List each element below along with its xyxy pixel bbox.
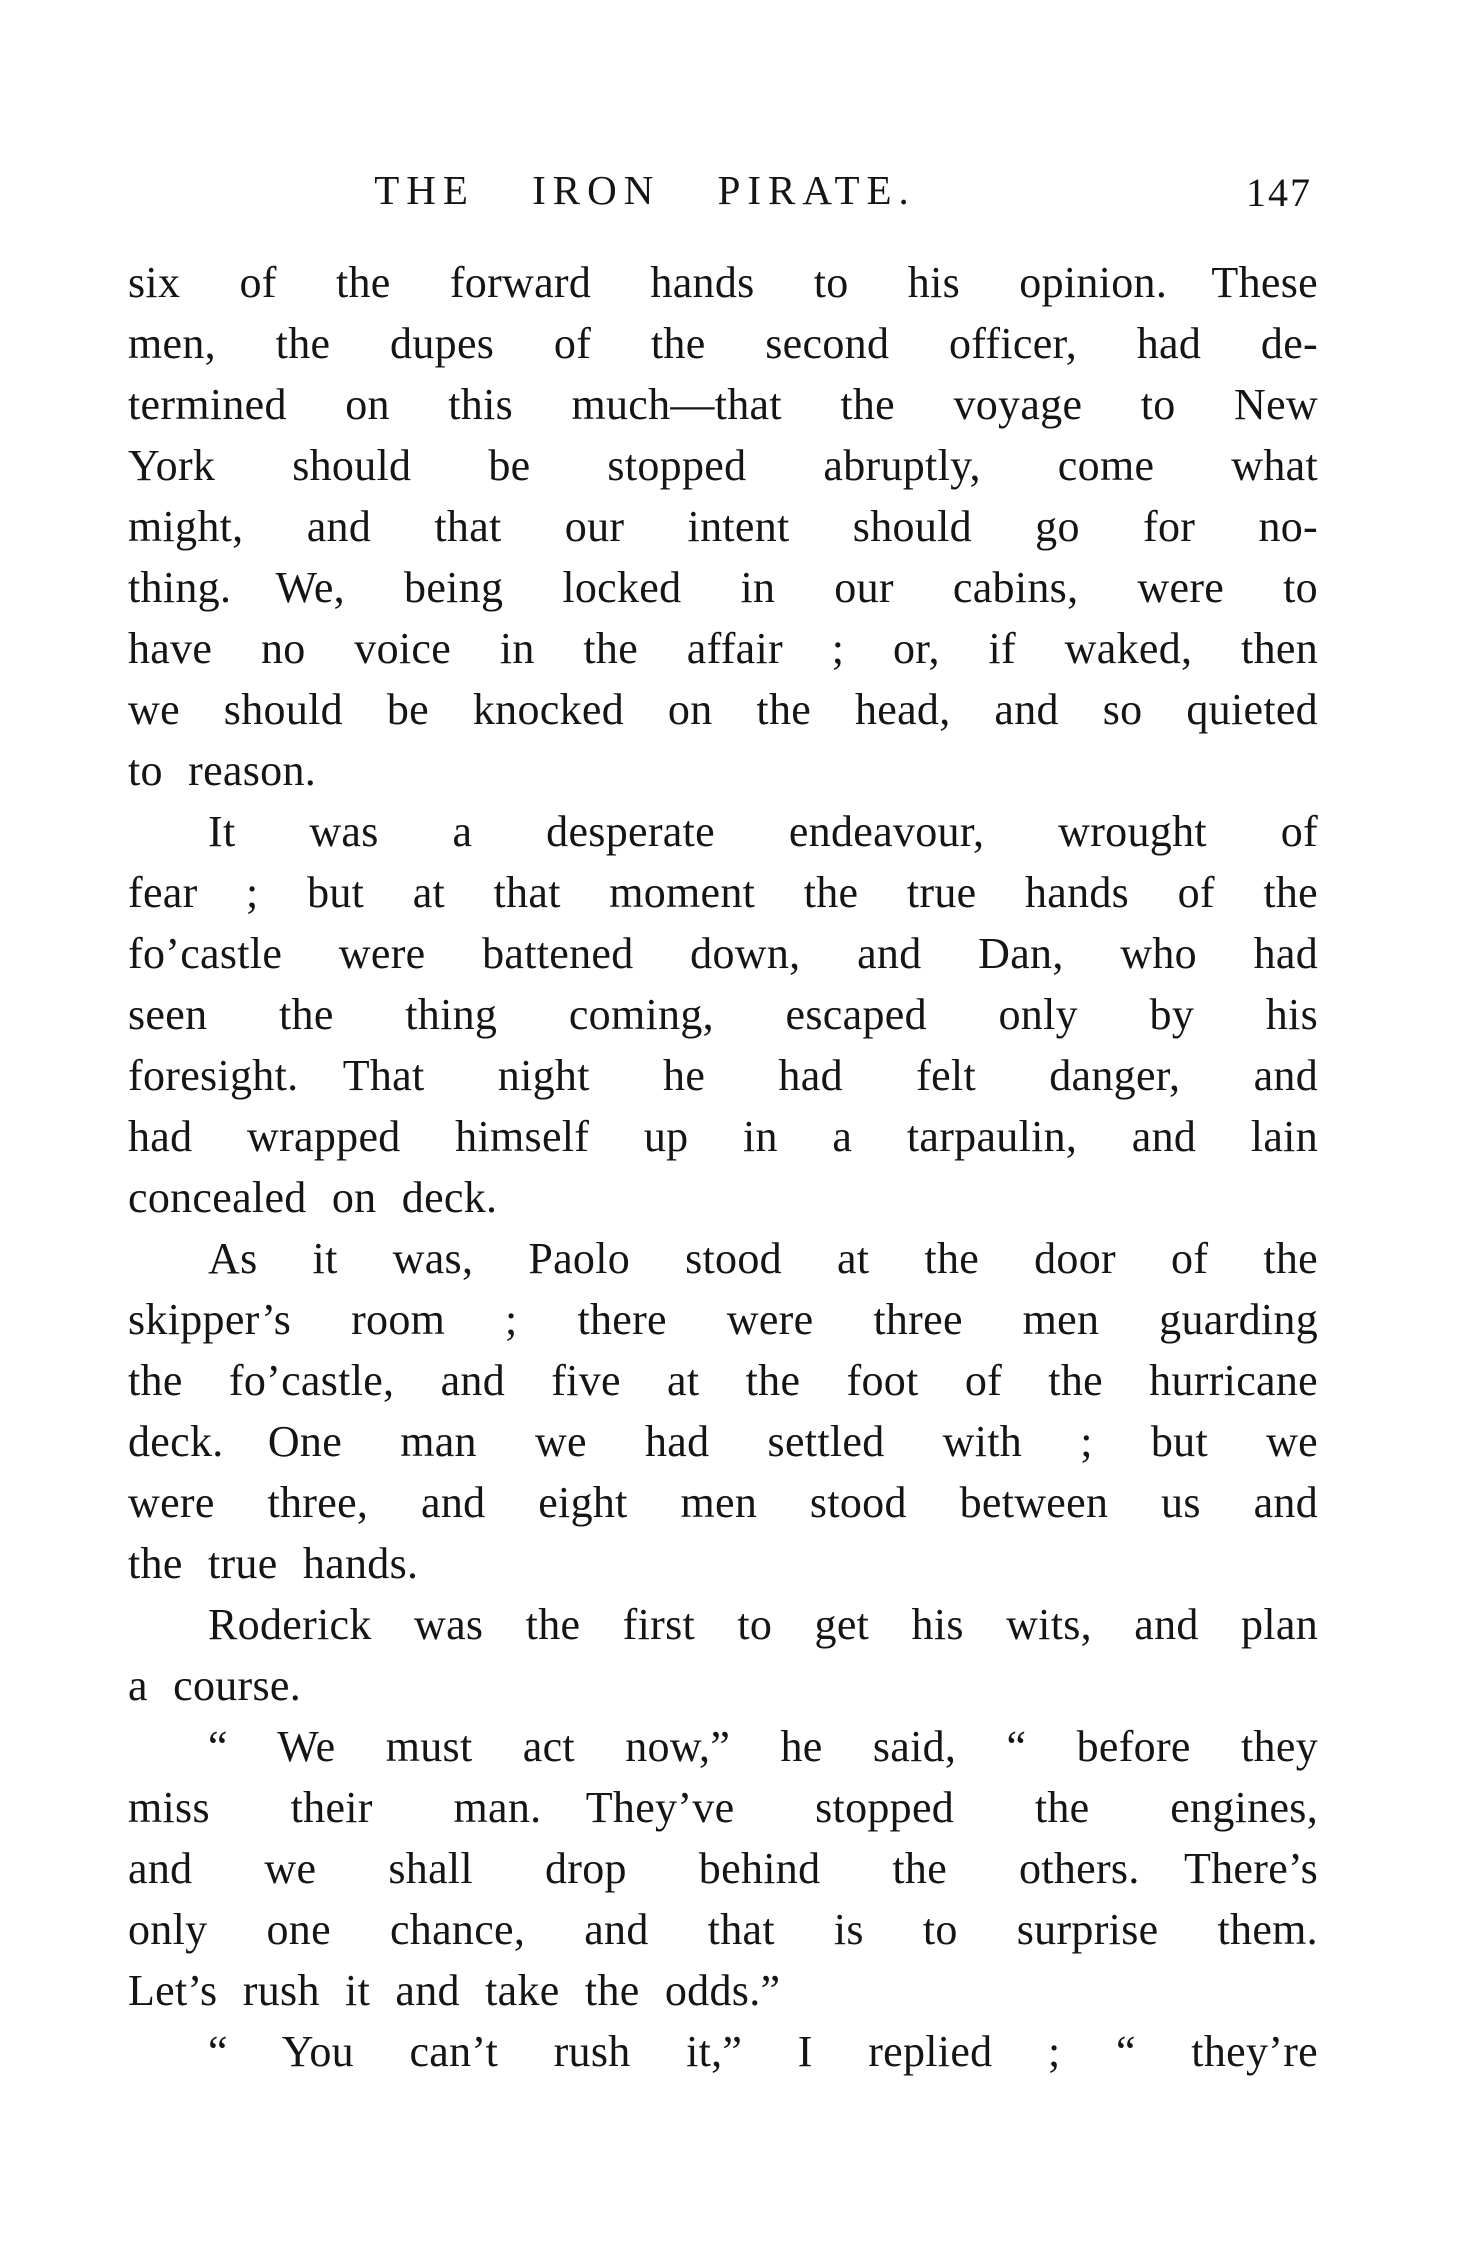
text-line: Let’s rush it and take the odds.” <box>128 1966 781 2015</box>
text-line: termined on this much—that the voyage to New <box>128 380 1318 429</box>
text-line: miss their man. They’ve stopped the engines, <box>128 1783 1318 1832</box>
text-line: the true hands. <box>128 1539 419 1588</box>
text-line: It was a desperate endeavour, wrought of <box>208 807 1318 856</box>
text-line: to reason. <box>128 746 317 795</box>
text-line: fo’castle were battened down, and Dan, who had <box>128 929 1318 978</box>
text-line: Roderick was the first to get his wits, and plan <box>208 1600 1318 1649</box>
text-line: have no voice in the affair ; or, if waked, then <box>128 624 1318 673</box>
running-header <box>128 166 1318 220</box>
text-line: As it was, Paolo stood at the door of the <box>208 1234 1318 1283</box>
text-line: skipper’s room ; there were three men guarding <box>128 1295 1318 1344</box>
text-line: “ We must act now,” he said, “ before they <box>208 1722 1318 1771</box>
text-line: the fo’castle, and five at the foot of the hurricane <box>128 1356 1318 1405</box>
text-line: men, the dupes of the second officer, had de- <box>128 319 1318 368</box>
body-text <box>128 252 1318 2082</box>
text-line: deck. One man we had settled with ; but we <box>128 1417 1318 1466</box>
text-line: foresight. That night he had felt danger, and <box>128 1051 1318 1100</box>
page-title: THE IRON PIRATE. <box>374 167 916 213</box>
text-line: concealed on deck. <box>128 1173 498 1222</box>
text-line: only one chance, and that is to surprise them. <box>128 1905 1318 1954</box>
text-line: a course. <box>128 1661 302 1710</box>
page-number: 147 <box>1246 170 1312 215</box>
text-line: six of the forward hands to his opinion. These <box>128 258 1318 307</box>
text-line: York should be stopped abruptly, come what <box>128 441 1318 490</box>
text-line: seen the thing coming, escaped only by his <box>128 990 1318 1039</box>
text-line: thing. We, being locked in our cabins, were to <box>128 563 1318 612</box>
text-line: might, and that our intent should go for no- <box>128 502 1318 551</box>
text-line: and we shall drop behind the others. There’s <box>128 1844 1318 1893</box>
text-line: were three, and eight men stood between us and <box>128 1478 1318 1527</box>
text-line: fear ; but at that moment the true hands of the <box>128 868 1318 917</box>
text-line: had wrapped himself up in a tarpaulin, and lain <box>128 1112 1318 1161</box>
text-line: “ You can’t rush it,” I replied ; “ they’re <box>208 2027 1318 2076</box>
text-line: we should be knocked on the head, and so quieted <box>128 685 1318 734</box>
